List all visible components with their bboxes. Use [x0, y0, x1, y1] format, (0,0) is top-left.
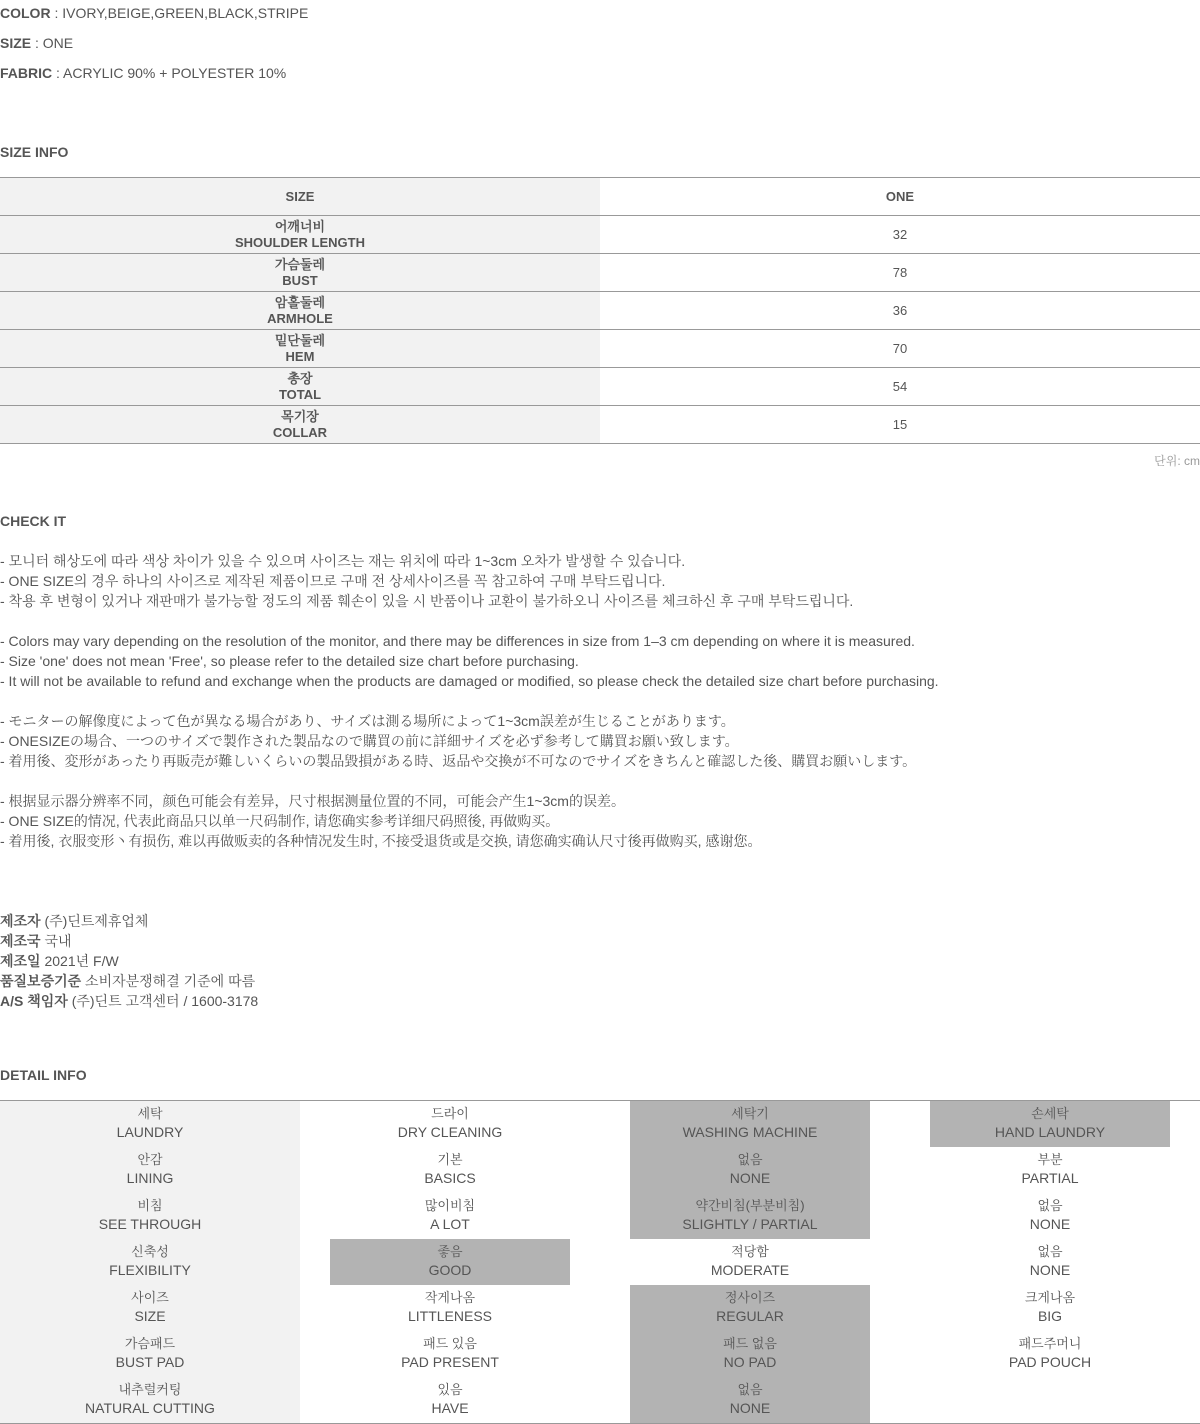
maker-label: 제조자 [0, 913, 41, 929]
detail-option-en: BASICS [424, 1170, 476, 1186]
detail-label-en: LAUNDRY [116, 1124, 184, 1140]
size-row-kr: 총장 [287, 370, 313, 386]
check-line: - 착용 후 변형이 있거나 재판매가 불가능할 정도의 제품 훼손이 있을 시 반품이나 교환이 불가하오니 사이즈를 체크하신 후 구매 부탁드립니다. [0, 593, 854, 609]
size-row-label [0, 330, 600, 368]
maker-line [0, 991, 258, 1011]
check-it-japanese [0, 711, 916, 771]
detail-option-en: WASHING MACHINE [682, 1124, 818, 1140]
size-row-label [0, 216, 600, 254]
detail-option [900, 1239, 1200, 1285]
maker-line [0, 931, 258, 951]
maker-value: (주)딘트 고객센터 / 1600-3178 [67, 993, 259, 1009]
detail-row-label [0, 1193, 300, 1239]
detail-option [300, 1331, 600, 1377]
fabric-spec [0, 65, 286, 81]
detail-option [900, 1147, 1200, 1193]
detail-option-en: BIG [1037, 1308, 1063, 1324]
maker-line [0, 971, 258, 991]
size-table-row [0, 292, 1200, 330]
size-table-row [0, 406, 1200, 444]
detail-label-kr: 세탁 [137, 1106, 163, 1121]
detail-option-en: NO PAD [723, 1354, 777, 1370]
detail-info-title: DETAIL INFO [0, 1067, 87, 1083]
detail-option-selected [630, 1193, 870, 1239]
detail-row-label [0, 1285, 300, 1331]
detail-option-selected [930, 1101, 1170, 1147]
check-line: - Size 'one' does not mean 'Free', so please refer to the detailed size chart before purchasing. [0, 653, 579, 669]
check-line: - ONE SIZE의 경우 하나의 사이즈로 제작된 제품이므로 구매 전 상세사이즈를 꼭 참고하여 구매 부탁드립니다. [0, 573, 666, 589]
check-it-chinese [0, 791, 761, 851]
maker-label: 품질보증기준 [0, 973, 82, 989]
detail-label-en: NATURAL CUTTING [85, 1400, 215, 1416]
size-row-value: 54 [600, 368, 1200, 406]
detail-option-selected [630, 1331, 870, 1377]
size-info-title: SIZE INFO [0, 144, 69, 160]
size-row-value: 70 [600, 330, 1200, 368]
check-line: - Colors may vary depending on the resolution of the monitor, and there may be differences in size from 1–3 cm depending on where it is measured. [0, 633, 915, 649]
maker-info [0, 911, 258, 1011]
detail-option [900, 1331, 1200, 1377]
detail-label-kr: 가슴패드 [124, 1336, 176, 1351]
maker-value: (주)딘트제휴업체 [40, 913, 149, 929]
detail-option [300, 1285, 600, 1331]
check-line: - 着用後、変形があったり再販売が難しいくらいの製品毀損がある時、返品や交換が不可なのでサイズをきちんと確認した後、購買お願いします。 [0, 753, 917, 769]
detail-option [300, 1193, 600, 1239]
detail-row-label [0, 1147, 300, 1193]
detail-option-selected [630, 1285, 870, 1331]
detail-option-selected [630, 1377, 870, 1423]
size-value: : ONE [31, 35, 74, 51]
size-row-kr: 가슴둘레 [274, 256, 326, 272]
size-row-value: 32 [600, 216, 1200, 254]
size-row-kr: 어깨너비 [274, 218, 326, 234]
check-it-english [0, 631, 939, 691]
detail-option-kr: 있음 [437, 1382, 463, 1397]
size-table-header [0, 178, 1200, 216]
size-row-kr: 밑단둘레 [274, 332, 326, 348]
detail-option-kr: 정사이즈 [724, 1290, 776, 1305]
detail-option [900, 1193, 1200, 1239]
size-row-en: ARMHOLE [267, 310, 333, 326]
size-row-label [0, 254, 600, 292]
detail-option-en: GOOD [428, 1262, 472, 1278]
size-table-row [0, 216, 1200, 254]
detail-option-en: NONE [1029, 1216, 1071, 1232]
size-row-kr: 목기장 [281, 408, 319, 424]
check-it-title: CHECK IT [0, 513, 67, 529]
size-row-en: HEM [285, 348, 315, 364]
check-line: - ONE SIZE的情况, 代表此商品只以单一尺码制作, 请您确实参考详细尺码照後, 再做购买。 [0, 813, 560, 829]
detail-option-kr: 손세탁 [1031, 1106, 1069, 1121]
fabric-label: FABRIC [0, 65, 53, 81]
detail-row-label [0, 1377, 300, 1423]
color-value: : IVORY,BEIGE,GREEN,BLACK,STRIPE [50, 5, 309, 21]
detail-option-kr: 부분 [1037, 1152, 1063, 1167]
detail-option-selected [630, 1101, 870, 1147]
detail-label-en: SEE THROUGH [98, 1216, 202, 1232]
check-line: - 모니터 해상도에 따라 색상 차이가 있을 수 있으며 사이즈는 재는 위치에 따라 1~3cm 오차가 발생할 수 있습니다. [0, 553, 686, 569]
detail-option-kr: 적당함 [731, 1244, 769, 1259]
color-label: COLOR [0, 5, 51, 21]
detail-label-kr: 신축성 [131, 1244, 169, 1259]
detail-option-en: NONE [1029, 1262, 1071, 1278]
size-row-value: 15 [600, 406, 1200, 444]
detail-option-kr: 세탁기 [731, 1106, 769, 1121]
detail-option-en: NONE [729, 1400, 771, 1416]
color-spec [0, 5, 308, 21]
detail-label-kr: 사이즈 [131, 1290, 169, 1305]
detail-option-kr: 패드주머니 [1018, 1336, 1082, 1351]
detail-option [300, 1101, 600, 1147]
detail-option-en: SLIGHTLY / PARTIAL [682, 1216, 818, 1232]
detail-label-kr: 안감 [137, 1152, 163, 1167]
size-header-value: ONE [600, 178, 1200, 216]
detail-option [900, 1377, 1200, 1423]
detail-label-en: LINING [126, 1170, 174, 1186]
detail-option-en: LITTLENESS [407, 1308, 493, 1324]
detail-option-en: MODERATE [710, 1262, 790, 1278]
detail-row-label [0, 1331, 300, 1377]
size-spec [0, 35, 73, 51]
size-table-row [0, 368, 1200, 406]
maker-label: 제조국 [0, 933, 41, 949]
detail-option-kr: 패드 있음 [423, 1336, 477, 1351]
detail-row-label [0, 1101, 300, 1147]
maker-line [0, 951, 258, 971]
size-row-en: SHOULDER LENGTH [235, 234, 365, 250]
detail-option [900, 1285, 1200, 1331]
check-line: - 根据显示器分辨率不同，颜色可能会有差异，尺寸根据测量位置的不同，可能会产生1~3cm的误差。 [0, 793, 625, 809]
size-row-kr: 암홀둘레 [274, 294, 326, 310]
maker-value: 소비자분쟁해결 기준에 따름 [81, 973, 256, 989]
maker-label: 제조일 [0, 953, 41, 969]
size-row-label [0, 406, 600, 444]
size-label: SIZE [0, 35, 32, 51]
detail-option-kr: 약간비침(부분비침) [695, 1198, 805, 1213]
detail-option-kr: 없음 [1037, 1244, 1063, 1259]
detail-option-kr: 없음 [737, 1382, 763, 1397]
check-line: - It will not be available to refund and exchange when the products are damaged or modified, so please check the detailed size chart before purchasing. [0, 673, 939, 689]
detail-option-en: NONE [729, 1170, 771, 1186]
unit-note: 단위: cm [1154, 454, 1200, 468]
detail-label-en: FLEXIBILITY [109, 1262, 191, 1278]
detail-option-kr: 패드 없음 [723, 1336, 777, 1351]
detail-option-en: A LOT [430, 1216, 470, 1232]
detail-option-kr: 기본 [437, 1152, 463, 1167]
detail-option-kr: 작게나옴 [424, 1290, 476, 1305]
detail-option-en: HAND LAUNDRY [994, 1124, 1106, 1140]
detail-option-kr: 드라이 [431, 1106, 469, 1121]
maker-value: 국내 [40, 933, 72, 949]
detail-option-en: HAVE [431, 1400, 469, 1416]
detail-option-en: PARTIAL [1021, 1170, 1079, 1186]
detail-label-kr: 비침 [137, 1198, 163, 1213]
maker-line [0, 911, 258, 931]
check-line: - モニターの解像度によって色が異なる場合があり、サイズは測る場所によって1~3cm誤差が生じることがあります。 [0, 713, 735, 729]
check-line: - 着用後, 衣服变形丶有损伤, 难以再做贩卖的各种情况发生时, 不接受退货或是交换, 请您确实确认尺寸後再做购买, 感谢您。 [0, 833, 762, 849]
detail-grid [0, 1100, 1200, 1424]
fabric-value: : ACRYLIC 90% + POLYESTER 10% [52, 65, 287, 81]
detail-option-kr: 없음 [1037, 1198, 1063, 1213]
detail-option-en: PAD PRESENT [401, 1354, 499, 1370]
size-table-row [0, 330, 1200, 368]
size-row-label [0, 292, 600, 330]
detail-option-kr: 많이비침 [424, 1198, 476, 1213]
size-row-label [0, 368, 600, 406]
detail-option-en: DRY CLEANING [397, 1124, 503, 1140]
detail-option-kr: 좋음 [437, 1244, 463, 1259]
detail-option-selected [330, 1239, 570, 1285]
detail-label-en: BUST PAD [115, 1354, 185, 1370]
detail-option [300, 1147, 600, 1193]
maker-value: 2021년 F/W [40, 953, 119, 969]
size-row-en: TOTAL [278, 386, 322, 402]
maker-label: A/S 책임자 [0, 993, 68, 1009]
size-table [0, 177, 1200, 444]
detail-row-label [0, 1239, 300, 1285]
size-row-value: 36 [600, 292, 1200, 330]
detail-option [600, 1239, 900, 1285]
detail-option-kr: 크게나옴 [1024, 1290, 1076, 1305]
detail-option-kr: 없음 [737, 1152, 763, 1167]
size-row-en: BUST [282, 272, 318, 288]
detail-option-en: REGULAR [716, 1308, 784, 1324]
size-table-row [0, 254, 1200, 292]
size-row-en: COLLAR [272, 424, 328, 440]
detail-option-selected [630, 1147, 870, 1193]
check-it-korean [0, 551, 853, 611]
size-header-label: SIZE [0, 178, 600, 216]
detail-label-en: SIZE [134, 1308, 166, 1324]
detail-label-kr: 내추럴커팅 [118, 1382, 182, 1397]
detail-option [300, 1377, 600, 1423]
check-line: - ONESIZEの場合、一つのサイズで製作された製品なので購買の前に詳細サイズを必ず参考して購買お願い致します。 [0, 733, 739, 749]
detail-option-en: PAD POUCH [1008, 1354, 1092, 1370]
size-row-value: 78 [600, 254, 1200, 292]
